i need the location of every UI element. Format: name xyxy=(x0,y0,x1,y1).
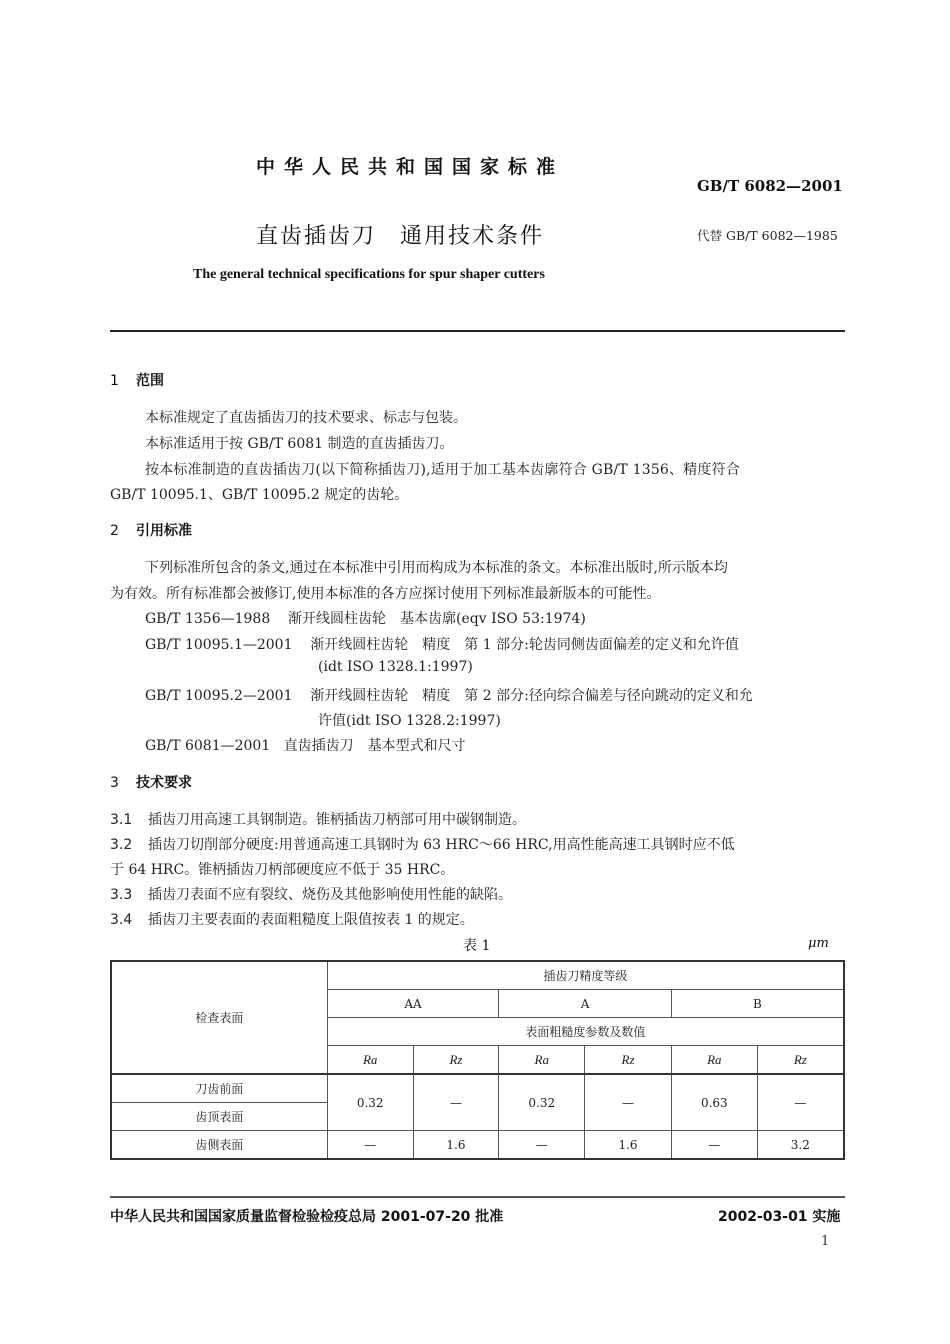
cell-value: — xyxy=(327,1131,413,1160)
cell-value: 1.6 xyxy=(413,1131,499,1160)
grade-a: A xyxy=(499,990,672,1018)
clause-text: 插齿刀用高速工具钢制造。锥柄插齿刀柄部可用中碳钢制造。 xyxy=(148,812,526,828)
reference-code: GB/T 10095.1—2001 xyxy=(145,637,293,653)
row-label: 刀齿前面 xyxy=(111,1074,327,1103)
section-number: 3 xyxy=(110,775,119,791)
param-rz: Rz xyxy=(585,1046,672,1075)
cell-value: — xyxy=(413,1074,499,1131)
cell-value: — xyxy=(757,1074,844,1131)
section-title: 技术要求 xyxy=(136,775,192,791)
replaces-note: 代替 GB/T 6082—1985 xyxy=(697,228,838,243)
clause-number: 3.4 xyxy=(110,912,133,928)
footer-divider xyxy=(110,1196,845,1198)
clause-text: 插齿刀主要表面的表面粗糙度上限值按表 1 的规定。 xyxy=(148,912,474,928)
clause-number: 3.1 xyxy=(110,812,133,828)
header-accuracy-grade: 插齿刀精度等级 xyxy=(327,961,844,990)
table-row xyxy=(111,1131,844,1160)
paragraph: 下列标准所包含的条文,通过在本标准中引用而构成为本标准的条文。本标准出版时,所示版本均 xyxy=(145,560,728,576)
standard-type: 中华人民共和国国家标准 xyxy=(256,156,565,178)
reference-item xyxy=(145,685,753,705)
section-number: 2 xyxy=(110,523,119,539)
section-title: 引用标准 xyxy=(136,523,192,539)
cell-value: — xyxy=(585,1074,672,1131)
reference-code: GB/T 1356—1988 xyxy=(145,611,271,627)
english-title: The general technical specifications for spur shaper cutters xyxy=(193,267,545,282)
reference-continuation: 许值(idt ISO 1328.2:1997) xyxy=(318,713,501,729)
param-ra: Ra xyxy=(499,1046,585,1075)
paragraph-continuation: 为有效。所有标准都会被修订,使用本标准的各方应探讨使用下列标准最新版本的可能性。 xyxy=(110,586,661,602)
param-ra: Ra xyxy=(327,1046,413,1075)
reference-code: GB/T 6081—2001 xyxy=(145,738,271,754)
table-caption: 表 1 xyxy=(463,938,491,954)
clause-number: 3.3 xyxy=(110,887,133,903)
clause-3-4 xyxy=(110,909,474,929)
cell-value: 0.63 xyxy=(671,1074,757,1131)
reference-title: 渐开线圆柱齿轮 精度 第 1 部分:轮齿同侧齿面偏差的定义和允许值 xyxy=(310,637,739,653)
clause-3-3 xyxy=(110,884,512,904)
row-label: 齿侧表面 xyxy=(111,1131,327,1160)
grade-b: B xyxy=(671,990,844,1018)
section-number: 1 xyxy=(110,373,119,389)
paragraph: 本标准适用于按 GB/T 6081 制造的直齿插齿刀。 xyxy=(145,436,454,452)
section-1-heading xyxy=(110,370,164,390)
cell-value: 3.2 xyxy=(757,1131,844,1160)
paragraph: 按本标准制造的直齿插齿刀(以下简称插齿刀),适用于加工基本齿廓符合 GB/T 1356、精度符合 xyxy=(145,462,741,478)
grade-aa: AA xyxy=(327,990,499,1018)
cell-value: 0.32 xyxy=(499,1074,585,1131)
document-title: 直齿插齿刀 通用技术条件 xyxy=(256,224,545,249)
clause-text: 插齿刀切削部分硬度:用普通高速工具钢时为 63 HRC～66 HRC,用高性能高速工具钢时应不低 xyxy=(148,837,735,853)
paragraph-continuation: GB/T 10095.1、GB/T 10095.2 规定的齿轮。 xyxy=(110,487,409,503)
table-row xyxy=(111,1074,844,1103)
clause-3-2 xyxy=(110,834,735,854)
cell-value: — xyxy=(671,1131,757,1160)
reference-title: 渐开线圆柱齿轮 基本齿廓(eqv ISO 53:1974) xyxy=(288,611,586,627)
reference-title: 渐开线圆柱齿轮 精度 第 2 部分:径向综合偏差与径向跳动的定义和允 xyxy=(310,688,753,704)
section-title: 范围 xyxy=(136,373,164,389)
section-2-heading xyxy=(110,520,192,540)
section-3-heading xyxy=(110,772,192,792)
row-label: 齿顶表面 xyxy=(111,1103,327,1131)
roughness-table xyxy=(110,960,845,1160)
table-unit: μm xyxy=(808,936,829,951)
reference-item xyxy=(145,608,586,628)
standard-code: GB/T 6082—2001 xyxy=(697,177,843,195)
cell-value: 0.32 xyxy=(327,1074,413,1131)
clause-continuation: 于 64 HRC。锥柄插齿刀柄部硬度应不低于 35 HRC。 xyxy=(110,862,455,878)
paragraph: 本标准规定了直齿插齿刀的技术要求、标志与包装。 xyxy=(145,410,467,426)
clause-text: 插齿刀表面不应有裂纹、烧伤及其他影响使用性能的缺陷。 xyxy=(148,887,512,903)
header-inspection-surface: 检查表面 xyxy=(111,961,327,1074)
param-rz: Rz xyxy=(757,1046,844,1075)
clause-3-1 xyxy=(110,809,526,829)
param-rz: Rz xyxy=(413,1046,499,1075)
header-roughness-params: 表面粗糙度参数及数值 xyxy=(327,1018,844,1046)
reference-item xyxy=(145,735,466,755)
approval-note: 中华人民共和国国家质量监督检验检疫总局 2001-07-20 批准 xyxy=(110,1209,504,1225)
reference-continuation: (idt ISO 1328.1:1997) xyxy=(318,659,473,675)
header-divider xyxy=(110,330,845,332)
param-ra: Ra xyxy=(671,1046,757,1075)
effective-date: 2002-03-01 实施 xyxy=(718,1209,841,1225)
cell-value: 1.6 xyxy=(585,1131,672,1160)
cell-value: — xyxy=(499,1131,585,1160)
reference-item xyxy=(145,634,739,654)
clause-number: 3.2 xyxy=(110,837,133,853)
page-number: 1 xyxy=(821,1234,830,1249)
reference-title: 直齿插齿刀 基本型式和尺寸 xyxy=(283,738,466,754)
reference-code: GB/T 10095.2—2001 xyxy=(145,688,293,704)
